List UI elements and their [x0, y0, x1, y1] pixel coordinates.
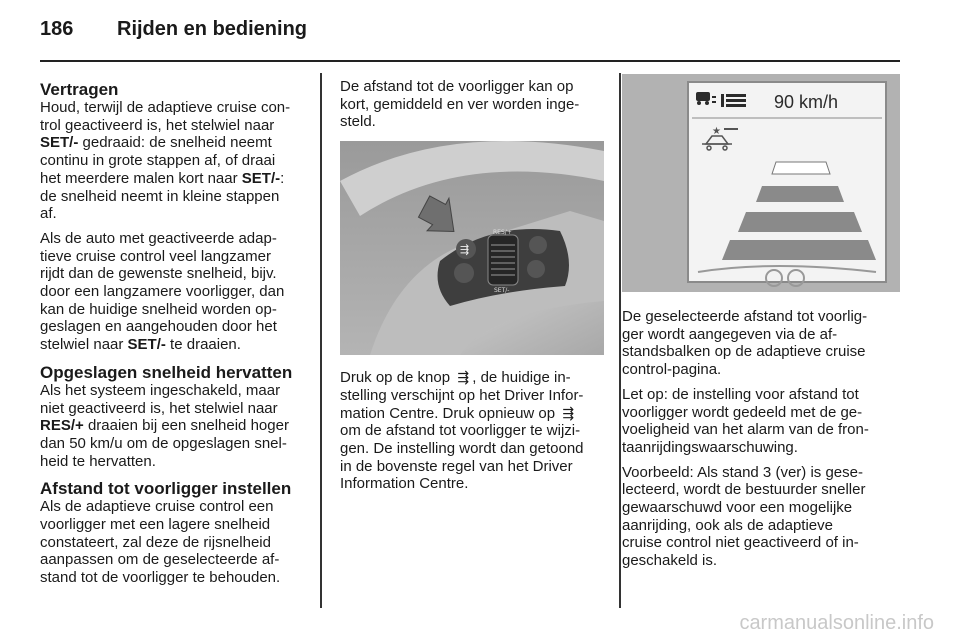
column-right	[622, 78, 902, 577]
text-line: stelling verschijnt op het Driver Infor‐	[340, 386, 584, 404]
text-span: het meerdere malen kort naar	[40, 169, 242, 187]
res-label: RES/+	[493, 229, 512, 237]
heading-vertragen: Vertragen	[40, 80, 119, 99]
text-line	[40, 417, 304, 435]
keyword-res: RES/+	[40, 417, 84, 435]
text-line: trol geactiveerd is, het stelwiel naar	[40, 116, 275, 134]
text-line: Voorbeeld: Als stand 3 (ver) is gese‐	[622, 463, 863, 481]
text-line: af.	[40, 205, 57, 223]
set-label: SET/-	[494, 287, 510, 295]
star-icon: ★	[712, 126, 721, 137]
text-line: De geselecteerde afstand tot voorlig‐	[622, 308, 868, 325]
paragraph	[40, 382, 304, 471]
text-line: voeligheid van het alarm van de fron‐	[622, 421, 869, 439]
text-span: draaien bij een snelheid hoger	[83, 417, 289, 435]
text-line: heid te hervatten.	[40, 452, 156, 470]
thumbwheel	[488, 235, 518, 285]
distance-bar-1	[772, 162, 830, 174]
cancel-button	[527, 260, 545, 278]
distance-icon: ⇶	[457, 369, 470, 386]
text-line: tieve cruise control veel langzamer	[40, 247, 271, 265]
watermark: carmanualsonline.info	[739, 612, 934, 634]
keyword-set: SET/-	[241, 169, 281, 187]
page-title: Rijden en bediening	[117, 18, 308, 40]
text-line: kort, gemiddeld en ver worden inge‐	[340, 95, 580, 113]
text-line: gewaarschuwd voor een mogelijke	[622, 499, 853, 517]
column-divider	[320, 73, 322, 608]
text-span: stelwiel naar	[40, 336, 128, 354]
paragraph	[340, 78, 604, 131]
page-header	[40, 18, 900, 52]
text-line	[40, 336, 304, 354]
text-line: cruise control niet geactiveerd of in‐	[622, 534, 859, 552]
text-line: niet geactiveerd is, het stelwiel naar	[40, 399, 278, 417]
text-line: aanpassen om de geselecteerde af‐	[40, 551, 280, 569]
text-line: in de bovenste regel van het Driver	[340, 457, 573, 475]
heading-afstand: Afstand tot voorligger instellen	[40, 479, 292, 499]
text-line: door een langzamere voorligger, dan	[40, 283, 285, 301]
text-line: ger wordt aangegeven via de af‐	[622, 325, 838, 343]
paragraph	[40, 99, 304, 223]
page-number: 186	[40, 18, 74, 40]
text-line	[340, 369, 604, 387]
set-speed-readout: 90 km/h	[774, 92, 839, 112]
steering-wheel-illustration	[340, 141, 604, 355]
text-line: standsbalken op de adaptieve cruise	[622, 343, 866, 361]
paragraph	[622, 386, 902, 457]
column-divider	[619, 73, 621, 608]
text-line: dan 50 km/u om de opgeslagen snel‐	[40, 434, 287, 452]
distance-icon: ⇶	[460, 243, 470, 257]
text-line: de snelheid neemt in kleine stappen	[40, 187, 280, 205]
text-line: voorligger wordt gedeeld met de ge‐	[622, 403, 863, 421]
text-line: taanrijdingswaarschuwing.	[622, 438, 798, 456]
text-line: kan de huidige snelheid worden op‐	[40, 300, 277, 318]
text-line: Als het systeem ingeschakeld, maar	[40, 381, 281, 399]
text-span: , de huidige in‐	[472, 369, 571, 387]
paragraph	[340, 369, 604, 493]
cruise-button	[454, 263, 474, 283]
text-line: Information Centre.	[340, 475, 469, 493]
heading-hervatten: Opgeslagen snelheid hervatten	[40, 362, 293, 382]
distance-icon: ⇶	[562, 404, 575, 421]
text-line: Als de auto met geactiveerde adap‐	[40, 229, 277, 247]
text-line: constateert, zal deze de rijsnelheid	[40, 533, 271, 551]
text-line: geschakeld is.	[622, 552, 718, 570]
text-line: aanrijding, ook als de adaptieve	[622, 516, 833, 534]
keyword-set: SET/-	[127, 336, 166, 354]
text-line: stand tot de voorligger te behouden.	[40, 569, 281, 587]
text-line: geslagen en aangehouden door het	[40, 318, 277, 336]
keyword-set: SET/-	[40, 134, 79, 152]
text-line: om de afstand tot voorligger te wijzi‐	[340, 422, 581, 440]
distance-bar-4	[722, 240, 876, 260]
paragraph	[622, 464, 902, 570]
text-line: Houd, terwijl de adaptieve cruise con‐	[40, 99, 291, 116]
text-line: lecteerd, wordt de bestuurder sneller	[622, 481, 866, 499]
text-line: Als de adaptieve cruise control een	[40, 498, 274, 516]
paragraph	[40, 498, 304, 587]
driver-information-display-illustration	[622, 74, 900, 292]
distance-bar-2	[756, 186, 844, 202]
text-span: gedraaid: de snelheid neemt	[78, 134, 272, 152]
text-line: De afstand tot de voorligger kan op	[340, 78, 574, 95]
text-line	[340, 405, 604, 423]
text-line: steld.	[340, 113, 376, 131]
paragraph	[622, 308, 902, 379]
mode-button	[529, 236, 547, 254]
text-line: Let op: de instelling voor afstand tot	[622, 385, 859, 403]
column-middle	[340, 78, 604, 500]
text-line: gen. De instelling wordt dan getoond	[340, 439, 584, 457]
text-span: mation Centre. Druk opnieuw op	[340, 404, 560, 422]
text-line: control-pagina.	[622, 361, 722, 379]
text-span: te draaien.	[165, 336, 241, 354]
text-line: voorligger met een lagere snelheid	[40, 516, 271, 534]
column-left	[40, 78, 304, 594]
text-line	[40, 134, 304, 152]
header-rule	[40, 60, 900, 62]
alert-bar	[724, 128, 738, 130]
distance-bar-3	[738, 212, 862, 232]
text-line: rijdt dan de gewenste snelheid, bijv.	[40, 265, 277, 283]
text-span: Druk op de knop	[340, 369, 455, 387]
text-line	[40, 170, 304, 188]
paragraph	[40, 230, 304, 354]
text-span: :	[280, 169, 285, 187]
text-line: continu in grote stappen af, of draai	[40, 152, 276, 170]
